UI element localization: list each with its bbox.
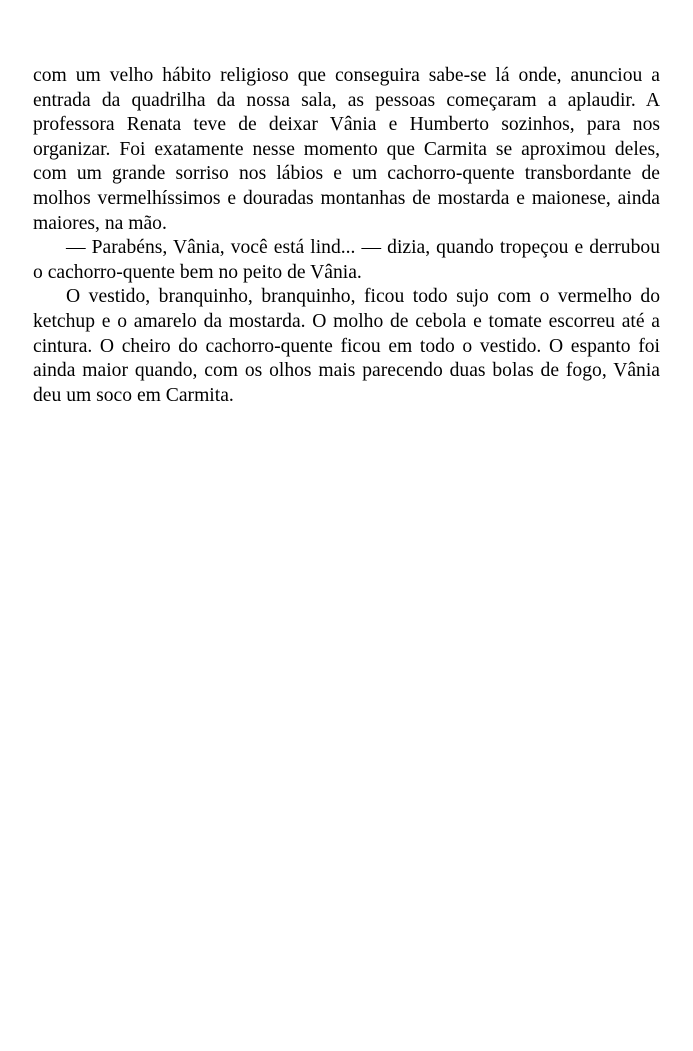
paragraph-2-dialogue: — Parabéns, Vânia, você está lind... — dizia, quando tropeçou e derrubou o cachorro-quente bem no peito de Vânia. [33,237,660,283]
paragraph-3: O vestido, branquinho, branquinho, ficou todo sujo com o vermelho do ketchup e o amarelo da mostarda. O molho de cebola e tomate escorreu até a cintura. O cheiro do cachorro-quente ficou em todo o vestido. O espanto foi ainda maior quando, com os olhos mais parecendo duas bolas de fogo, Vânia deu um soco em Carmita. [33,286,660,406]
page-text [33,64,660,408]
paragraph-1: com um velho hábito religioso que conseguira sabe-se lá onde, anunciou a entrada da quadrilha da nossa sala, as pessoas começaram a aplaudir. A professora Renata teve de deixar Vânia e Humberto sozinhos, para nos organizar. Foi exatamente nesse momento que Carmita se aproximou deles, com um grande sorriso nos lábios e um cachorro-quente transbordante de molhos vermelhíssimos e douradas montanhas de mostarda e maionese, ainda maiores, na mão. [33,65,660,234]
